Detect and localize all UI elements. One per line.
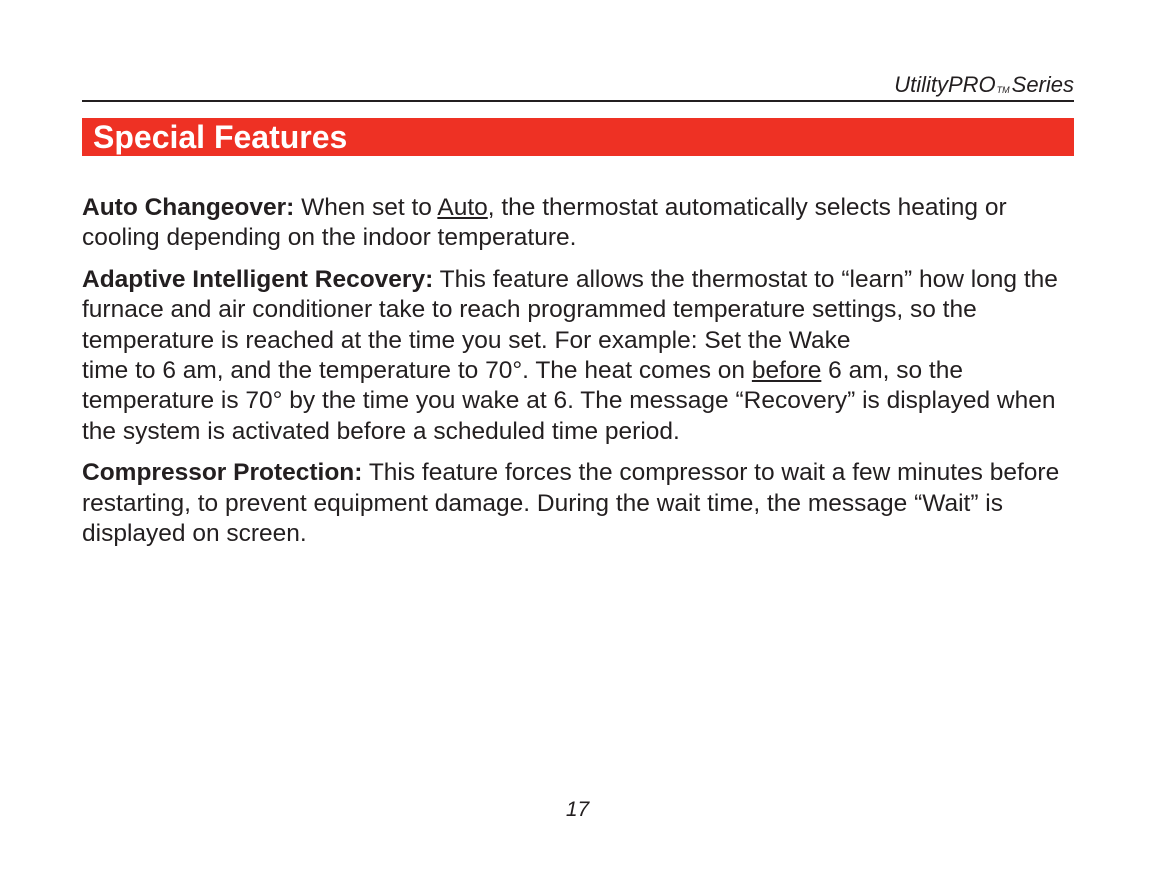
feature-title: Compressor Protection:: [82, 459, 363, 487]
feature-compressor-protection: [82, 458, 1077, 549]
section-title: Special Features: [93, 119, 348, 155]
feature-title: Auto Changeover:: [82, 194, 295, 221]
feature-text: 6 am, so the temperature is 70° by the time you wake at 6. The message “Recovery” is displayed when the system is activated before a scheduled time period.: [82, 356, 1056, 445]
feature-text: When set to: [301, 194, 432, 221]
series-header: [82, 70, 1074, 102]
underlined-term: Auto: [437, 194, 488, 221]
feature-text: This feature forces the compressor to wait a few minutes before restarting, to prevent equipment damage. During the wait time, the message “Wait” is displayed on screen.: [82, 459, 1060, 547]
series-name: UtilityPRO: [894, 72, 996, 97]
page-number: 17: [565, 798, 590, 821]
series-suffix: Series: [1011, 72, 1074, 97]
features-content: [82, 193, 1077, 561]
trademark-mark: TM: [996, 85, 1010, 95]
feature-auto-changeover: [82, 193, 1077, 254]
feature-text: , the thermostat automatically selects heating or cooling depending on the indoor temperature.: [82, 194, 1007, 252]
section-title-bar: [82, 118, 1074, 156]
feature-text: time to 6 am, and the temperature to 70°. The heat comes on: [82, 356, 746, 384]
feature-text: This feature allows the thermostat to “learn” how long the furnace and air conditioner take to reach programmed temperature settings, so the temperature is reached at the time you set. For example: Set the Wake: [82, 266, 1058, 354]
underlined-term: before: [751, 356, 822, 384]
feature-title: Adaptive Intelligent Recovery:: [82, 266, 434, 294]
feature-adaptive-recovery: [82, 265, 1077, 447]
